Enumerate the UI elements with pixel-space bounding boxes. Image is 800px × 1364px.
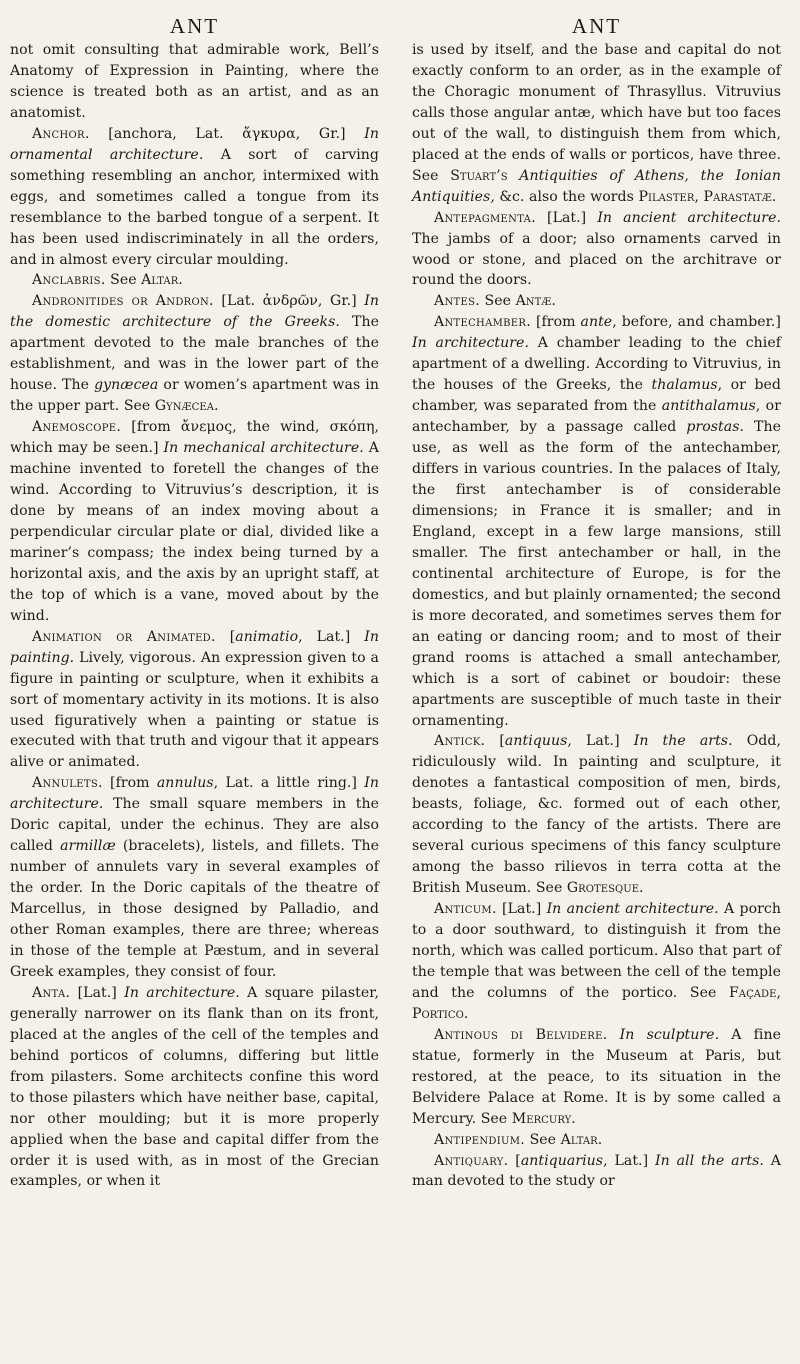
- entry-antiquary: Antiquary. [antiquarius, Lat.] In all the arts. A man devoted to the study or: [412, 1152, 781, 1190]
- headword: Anemoscope.: [32, 419, 122, 436]
- cross-reference: Antæ.: [515, 293, 556, 310]
- entry-annulets: Annulets. [from annulus, Lat. a little ring.] In architecture. The small square members in the Doric capital, under the echinus. They are also called armillæ (bracelets), listels, and fillets. The number of annulets vary in several examples of the order. In the Doric capitals of the theatre of Marcellus, in those designed by Palladio, and other Roman examples, there are three; whereas in those of the temple at Pæstum, and in several Greek examples, they consist of four.: [10, 775, 379, 980]
- cross-reference: Stuart’s: [450, 167, 508, 184]
- entry-antes: Antes. See Antæ.: [434, 293, 556, 310]
- entry-antick: Antick. [antiquus, Lat.] In the arts. Odd, ridiculously wild. In painting and sculpture, it denotes a fantastical composition of men, birds, beasts, foliage, &c. formed out of each other, according to the fancy of the artists. There are several curious specimens of this fancy sculpture among the basso rilievos in terra cotta at the British Museum. See Grotesque.: [412, 733, 781, 897]
- entry-antinous: Antinous di Belvidere. In sculpture. A fine statue, formerly in the Museum at Paris, but restored, at the peace, to its situation in the Belvidere Palace at Rome. It is by some called a Mercury. See Mercury.: [412, 1026, 782, 1127]
- headword: Andronitides or Andron.: [32, 293, 214, 310]
- headword: Antiquary.: [434, 1152, 509, 1169]
- headword: Antechamber.: [434, 314, 531, 331]
- headword: Antick.: [434, 733, 486, 750]
- cross-reference: Gynæcea.: [154, 398, 219, 415]
- headword: Antes.: [434, 293, 481, 310]
- right-running-header: ANT: [571, 14, 622, 38]
- cross-reference: Mercury.: [511, 1110, 576, 1127]
- headword: Anchor.: [32, 125, 90, 142]
- cross-reference: Altar.: [560, 1131, 603, 1148]
- headword: Antipendium.: [434, 1131, 526, 1148]
- entry-anticum: Anticum. [Lat.] In ancient architecture. A porch to a door southward, to distinguish it from the north, which was called porticum. Also that part of the temple that was between the cell of the temple and the columns of the portico. See Façade, Portico.: [412, 901, 781, 1022]
- entry-antepagmenta: Antepagmenta. [Lat.] In ancient architecture. The jambs of a door; also ornaments carved in wood or stone, and placed on the architrave or round the doors.: [412, 209, 781, 289]
- headword: Animation or Animated.: [32, 628, 216, 645]
- entry-continuation: is used by itself, and the base and capital do not exactly conform to an order, as in the example of the Choragic monument of Thrasyllus. Vitruvius calls those angular antæ, which have but too faces out of the wall, to distinguish them from which, placed at the ends of walls or porticos, have three. See Stuart’s Antiquities of Athens, the Ionian Antiquities, &c. also the words Pilaster, Parastatæ.: [412, 42, 781, 205]
- entry-antechamber: Antechamber. [from ante, before, and chamber.] In architecture. A chamber leading to the chief apartment of a dwelling. According to Vitruvius, in the houses of the Greeks, the thalamus, or bed chamber, was separated from the antithalamus, or antechamber, by a passage called prostas. The use, as well as the form of the antechamber, differs in various countries. In the palaces of Italy, the first antechamber is of considerable dimensions; in France it is smaller; and in England, except in a few large mansions, still smaller. The first antechamber or hall, in the continental architecture of Europe, is for the domestics, and but plainly ornamented; the second is more decorated, and sometimes serves them for an eating or dancing room; and to most of their grand rooms is attached a small antechamber, which is a sort of cabinet or boudoir: these apartments are susceptible of much taste in their ornamenting.: [412, 314, 781, 729]
- right-column: [412, 14, 781, 1192]
- entry-andronitides: Andronitides or Andron. [Lat. ἀνδρῶν, Gr.] In the domestic architecture of the Greeks. The apartment devoted to the male branches of the establishment, and was in the lower part of the house. The gynæcea or women’s apartment was in the upper part. See Gynæcea.: [10, 293, 379, 415]
- headword: Anta.: [32, 984, 71, 1001]
- entry-anemoscope: Anemoscope. [from ἄνεμος, the wind, σκόπη, which may be seen.] In mechanical architecture. A machine invented to foretell the changes of the wind. According to Vitruvius’s description, it is done by means of an index moving about a perpendicular circular plate or dial, divided like a mariner’s compass; the index being turned by a horizontal axis, and the axis by an upright staff, at the top of which is a vane, moved about by the wind.: [10, 419, 379, 624]
- cross-reference: Grotesque.: [566, 880, 644, 897]
- left-running-header: ANT: [169, 14, 220, 38]
- cross-reference: Altar.: [141, 272, 183, 289]
- cross-reference: Façade, Portico.: [412, 984, 781, 1022]
- entry-antipendium: Antipendium. See Altar.: [434, 1131, 603, 1148]
- left-column: [10, 14, 379, 1192]
- entry-anchor: Anchor. [anchora, Lat. ἄγκυρα, Gr.] In ornamental architecture. A sort of carving something resembling an anchor, intermixed with eggs, and sometimes called a tongue from its resemblance to the barbed tongue of a serpent. It has been used indiscriminately in all the orders, and in almost every circular moulding.: [10, 125, 379, 268]
- entry-anta: Anta. [Lat.] In architecture. A square pilaster, generally narrower on its flank than on its front, placed at the angles of the cell of the temples and behind porticos of columns, differing but little from pilasters. Some architects confine this word to those pilasters which have neither base, capital, nor other moulding; but it is more properly applied when the base and capital differ from the order it is used with, as in most of the Grecian examples, or when it: [10, 984, 379, 1190]
- entry-anclabris: Anclabris. See Altar.: [32, 272, 183, 289]
- headword: Annulets.: [32, 775, 103, 792]
- headword: Anticum.: [434, 901, 497, 918]
- headword: Antinous di Belvidere.: [434, 1026, 608, 1043]
- headword: Anclabris.: [32, 272, 106, 289]
- entry-animation: Animation or Animated. [animatio, Lat.] In painting. Lively, vigorous. An expression given to a figure in painting or sculpture, when it exhibits a sort of momentary activity in its motions. It is also used figuratively when a painting or statue is executed with that truth and vigour that it appears alive or animated.: [10, 628, 379, 771]
- cross-reference: Pilaster, Parastatæ.: [638, 188, 777, 205]
- headword: Antepagmenta.: [434, 209, 536, 226]
- entry-continuation: not omit consulting that admirable work, Bell’s Anatomy of Expression in Painting, where the science is treated both as an artist, and as an anatomist.: [10, 42, 379, 121]
